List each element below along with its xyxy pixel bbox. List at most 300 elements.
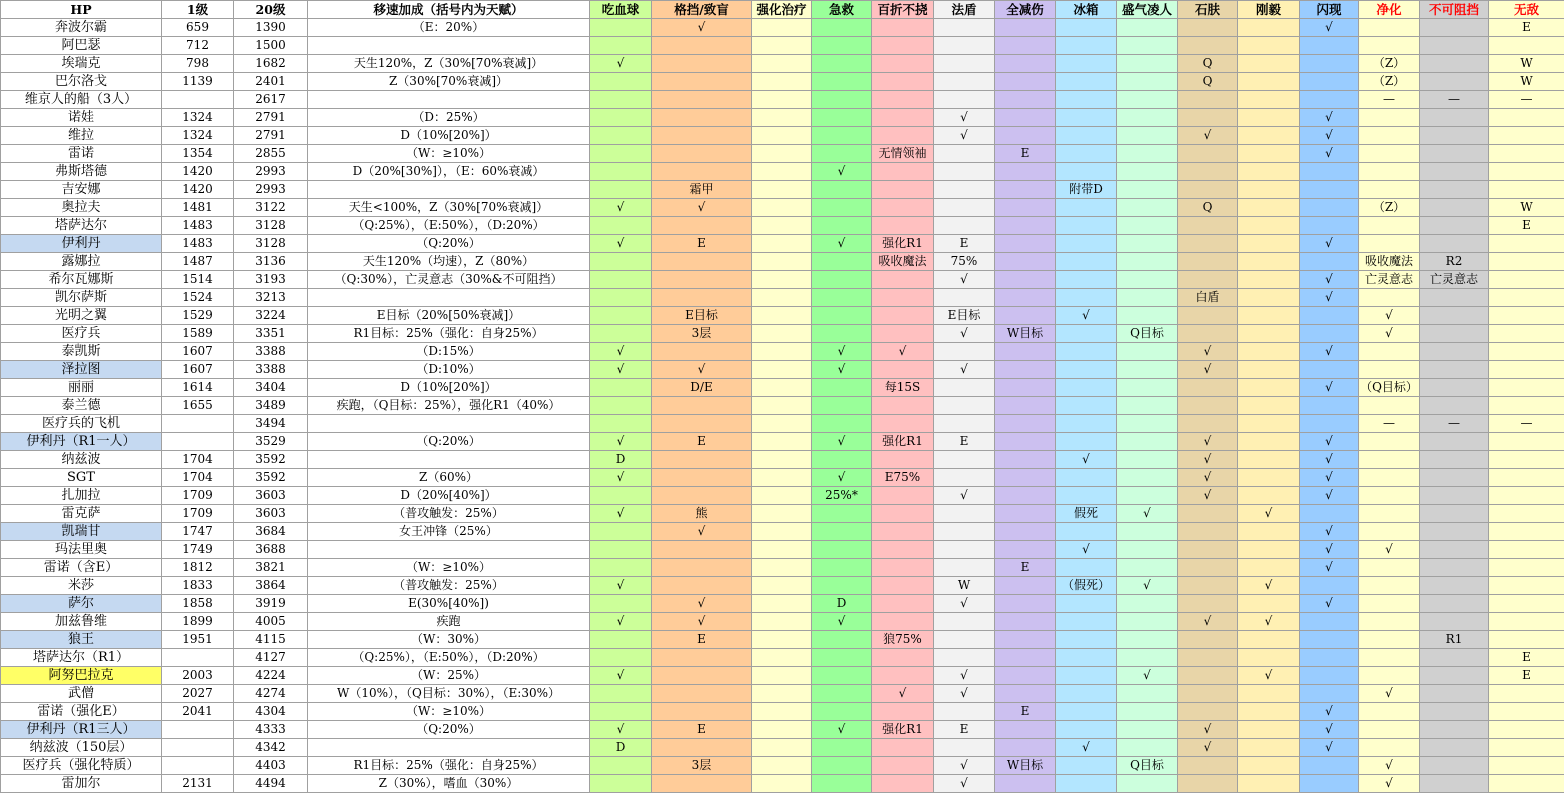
table-cell[interactable] — [812, 649, 872, 667]
table-cell[interactable] — [1056, 613, 1117, 631]
hero-name-cell[interactable]: 狼王 — [1, 631, 162, 649]
table-cell[interactable] — [1420, 37, 1489, 55]
table-cell[interactable]: √ — [652, 199, 752, 217]
table-cell[interactable] — [1238, 559, 1300, 577]
table-cell[interactable] — [1117, 145, 1178, 163]
table-cell[interactable] — [1056, 703, 1117, 721]
table-cell[interactable] — [1300, 199, 1359, 217]
table-cell[interactable]: D（10%[20%]） — [308, 379, 590, 397]
table-cell[interactable] — [995, 235, 1056, 253]
table-cell[interactable] — [1420, 595, 1489, 613]
table-cell[interactable] — [1117, 703, 1178, 721]
table-cell[interactable] — [1056, 55, 1117, 73]
table-cell[interactable]: W（10%），（Q目标：30%），（E:30%） — [308, 685, 590, 703]
table-cell[interactable]: E — [1489, 667, 1564, 685]
table-cell[interactable] — [934, 289, 995, 307]
table-cell[interactable] — [1489, 343, 1564, 361]
table-cell[interactable] — [934, 613, 995, 631]
table-cell[interactable]: 2993 — [234, 181, 308, 199]
table-cell[interactable]: 1324 — [162, 127, 234, 145]
table-cell[interactable] — [995, 19, 1056, 37]
table-cell[interactable]: E — [652, 631, 752, 649]
table-cell[interactable]: √ — [1300, 145, 1359, 163]
table-cell[interactable]: √ — [590, 199, 652, 217]
table-cell[interactable]: （Q目标） — [1359, 379, 1420, 397]
hero-name-cell[interactable]: 医疗兵 — [1, 325, 162, 343]
table-cell[interactable] — [1117, 685, 1178, 703]
table-cell[interactable] — [1359, 109, 1420, 127]
table-cell[interactable] — [1489, 397, 1564, 415]
table-cell[interactable]: √ — [1300, 721, 1359, 739]
table-cell[interactable] — [652, 127, 752, 145]
table-cell[interactable]: Z（30%[70%衰减]） — [308, 73, 590, 91]
table-cell[interactable] — [1178, 307, 1238, 325]
table-cell[interactable] — [934, 181, 995, 199]
table-cell[interactable] — [934, 451, 995, 469]
table-cell[interactable] — [1056, 91, 1117, 109]
table-cell[interactable] — [1117, 91, 1178, 109]
table-cell[interactable] — [1489, 145, 1564, 163]
table-cell[interactable] — [872, 541, 934, 559]
table-cell[interactable] — [872, 667, 934, 685]
table-cell[interactable]: √ — [1178, 739, 1238, 757]
table-cell[interactable] — [752, 739, 812, 757]
table-cell[interactable]: √ — [1300, 469, 1359, 487]
table-cell[interactable] — [812, 775, 872, 793]
table-cell[interactable]: √ — [1300, 379, 1359, 397]
table-cell[interactable] — [1238, 163, 1300, 181]
table-cell[interactable] — [1238, 307, 1300, 325]
table-cell[interactable] — [872, 325, 934, 343]
table-cell[interactable] — [162, 433, 234, 451]
table-cell[interactable]: E — [1489, 217, 1564, 235]
table-cell[interactable]: 1487 — [162, 253, 234, 271]
table-cell[interactable]: Q目标 — [1117, 325, 1178, 343]
table-cell[interactable] — [1117, 739, 1178, 757]
column-header[interactable]: 百折不挠 — [872, 1, 934, 19]
table-cell[interactable] — [872, 487, 934, 505]
hero-name-cell[interactable]: 凯瑞甘 — [1, 523, 162, 541]
table-cell[interactable]: 天生<100%，Z（30%[70%衰减]） — [308, 199, 590, 217]
table-cell[interactable] — [1238, 181, 1300, 199]
table-cell[interactable] — [1056, 757, 1117, 775]
table-cell[interactable] — [995, 415, 1056, 433]
hero-name-cell[interactable]: 诺娃 — [1, 109, 162, 127]
table-cell[interactable] — [1420, 739, 1489, 757]
table-cell[interactable] — [872, 649, 934, 667]
table-cell[interactable]: 1139 — [162, 73, 234, 91]
table-cell[interactable]: 1899 — [162, 613, 234, 631]
table-cell[interactable] — [1117, 253, 1178, 271]
table-cell[interactable] — [162, 739, 234, 757]
table-cell[interactable]: E目标 — [934, 307, 995, 325]
table-cell[interactable] — [1117, 469, 1178, 487]
table-cell[interactable] — [872, 37, 934, 55]
table-cell[interactable] — [1238, 631, 1300, 649]
table-cell[interactable]: √ — [934, 325, 995, 343]
table-cell[interactable] — [812, 37, 872, 55]
table-cell[interactable] — [995, 595, 1056, 613]
table-cell[interactable] — [1489, 433, 1564, 451]
table-cell[interactable] — [1359, 721, 1420, 739]
table-cell[interactable] — [590, 145, 652, 163]
hero-name-cell[interactable]: 维拉 — [1, 127, 162, 145]
table-cell[interactable] — [1056, 163, 1117, 181]
table-cell[interactable]: 3351 — [234, 325, 308, 343]
table-cell[interactable] — [1420, 199, 1489, 217]
table-cell[interactable]: √ — [590, 55, 652, 73]
table-cell[interactable]: √ — [652, 595, 752, 613]
table-cell[interactable] — [1056, 379, 1117, 397]
table-cell[interactable] — [1117, 199, 1178, 217]
table-cell[interactable] — [1300, 37, 1359, 55]
table-cell[interactable]: 3404 — [234, 379, 308, 397]
table-cell[interactable] — [1420, 217, 1489, 235]
table-cell[interactable] — [1117, 343, 1178, 361]
table-cell[interactable]: （普攻触发：25%） — [308, 577, 590, 595]
table-cell[interactable]: 2993 — [234, 163, 308, 181]
table-cell[interactable]: √ — [590, 577, 652, 595]
table-cell[interactable] — [1056, 19, 1117, 37]
table-cell[interactable] — [872, 271, 934, 289]
table-cell[interactable] — [752, 217, 812, 235]
table-cell[interactable]: （E：20%） — [308, 19, 590, 37]
table-cell[interactable]: √ — [812, 343, 872, 361]
table-cell[interactable] — [752, 667, 812, 685]
table-cell[interactable]: √ — [812, 469, 872, 487]
table-cell[interactable]: W — [934, 577, 995, 595]
table-cell[interactable] — [590, 271, 652, 289]
table-cell[interactable] — [1178, 37, 1238, 55]
table-cell[interactable]: D/E — [652, 379, 752, 397]
table-cell[interactable]: 强化R1 — [872, 235, 934, 253]
table-cell[interactable] — [812, 505, 872, 523]
table-cell[interactable]: √ — [934, 757, 995, 775]
table-cell[interactable] — [1359, 37, 1420, 55]
table-cell[interactable] — [752, 685, 812, 703]
table-cell[interactable] — [652, 73, 752, 91]
table-cell[interactable]: 3592 — [234, 469, 308, 487]
table-cell[interactable]: E — [1489, 19, 1564, 37]
table-cell[interactable] — [1117, 127, 1178, 145]
table-cell[interactable] — [1300, 91, 1359, 109]
table-cell[interactable]: E — [995, 703, 1056, 721]
table-cell[interactable] — [1489, 613, 1564, 631]
table-cell[interactable] — [1056, 559, 1117, 577]
table-cell[interactable] — [1300, 325, 1359, 343]
table-cell[interactable] — [1489, 37, 1564, 55]
table-cell[interactable] — [1489, 289, 1564, 307]
table-cell[interactable] — [872, 775, 934, 793]
table-cell[interactable]: 3128 — [234, 235, 308, 253]
table-cell[interactable]: √ — [934, 127, 995, 145]
table-cell[interactable]: √ — [1300, 739, 1359, 757]
table-cell[interactable]: 3684 — [234, 523, 308, 541]
table-cell[interactable] — [934, 217, 995, 235]
table-cell[interactable]: R1目标：25%（强化：自身25%） — [308, 757, 590, 775]
table-cell[interactable] — [872, 289, 934, 307]
table-cell[interactable] — [1056, 667, 1117, 685]
hero-name-cell[interactable]: 丽丽 — [1, 379, 162, 397]
table-cell[interactable] — [1117, 523, 1178, 541]
table-cell[interactable] — [1359, 127, 1420, 145]
table-cell[interactable]: 1529 — [162, 307, 234, 325]
table-cell[interactable]: 25%* — [812, 487, 872, 505]
table-cell[interactable] — [590, 163, 652, 181]
table-cell[interactable] — [995, 577, 1056, 595]
table-cell[interactable] — [1359, 343, 1420, 361]
table-cell[interactable] — [1489, 127, 1564, 145]
table-cell[interactable]: 2027 — [162, 685, 234, 703]
table-cell[interactable] — [934, 541, 995, 559]
table-cell[interactable] — [1489, 307, 1564, 325]
column-header[interactable]: 法盾 — [934, 1, 995, 19]
table-cell[interactable] — [1056, 361, 1117, 379]
table-cell[interactable]: 4494 — [234, 775, 308, 793]
table-cell[interactable]: E — [934, 721, 995, 739]
table-cell[interactable] — [1056, 721, 1117, 739]
table-cell[interactable]: √ — [590, 361, 652, 379]
table-cell[interactable]: Q — [1178, 73, 1238, 91]
table-cell[interactable] — [1489, 757, 1564, 775]
table-cell[interactable]: 1858 — [162, 595, 234, 613]
table-cell[interactable]: 4403 — [234, 757, 308, 775]
table-cell[interactable] — [1056, 397, 1117, 415]
table-cell[interactable] — [1056, 37, 1117, 55]
table-cell[interactable]: 每15S — [872, 379, 934, 397]
table-cell[interactable] — [812, 145, 872, 163]
table-cell[interactable]: W — [1489, 199, 1564, 217]
hero-name-cell[interactable]: SGT — [1, 469, 162, 487]
hero-name-cell[interactable]: 巴尔洛戈 — [1, 73, 162, 91]
table-cell[interactable] — [872, 595, 934, 613]
table-cell[interactable] — [995, 217, 1056, 235]
table-cell[interactable] — [1238, 253, 1300, 271]
table-cell[interactable] — [812, 667, 872, 685]
table-cell[interactable] — [590, 649, 652, 667]
table-cell[interactable]: √ — [590, 721, 652, 739]
table-cell[interactable]: — — [1489, 91, 1564, 109]
table-cell[interactable] — [1489, 577, 1564, 595]
table-cell[interactable] — [1420, 487, 1489, 505]
table-cell[interactable] — [752, 631, 812, 649]
table-cell[interactable]: （假死） — [1056, 577, 1117, 595]
table-cell[interactable]: √ — [1178, 433, 1238, 451]
table-cell[interactable]: （Q:25%），（E:50%），（D:20%） — [308, 649, 590, 667]
table-cell[interactable] — [1056, 127, 1117, 145]
table-cell[interactable]: 3603 — [234, 487, 308, 505]
table-cell[interactable] — [872, 739, 934, 757]
table-cell[interactable]: 4115 — [234, 631, 308, 649]
table-cell[interactable] — [934, 19, 995, 37]
table-cell[interactable]: √ — [1056, 541, 1117, 559]
table-cell[interactable] — [1489, 379, 1564, 397]
table-cell[interactable]: D（10%[20%]） — [308, 127, 590, 145]
table-cell[interactable] — [995, 397, 1056, 415]
table-cell[interactable] — [1238, 37, 1300, 55]
table-cell[interactable]: E(30%[40%]) — [308, 595, 590, 613]
table-cell[interactable]: Z（30%），嗜血（30%） — [308, 775, 590, 793]
table-cell[interactable] — [934, 37, 995, 55]
table-cell[interactable] — [162, 757, 234, 775]
table-cell[interactable]: √ — [1300, 451, 1359, 469]
table-cell[interactable]: 4005 — [234, 613, 308, 631]
table-cell[interactable] — [590, 595, 652, 613]
table-cell[interactable]: （W：≥10%） — [308, 559, 590, 577]
table-cell[interactable] — [652, 415, 752, 433]
table-cell[interactable] — [1420, 469, 1489, 487]
hero-name-cell[interactable]: 伊利丹 — [1, 235, 162, 253]
table-cell[interactable] — [1489, 559, 1564, 577]
table-cell[interactable]: √ — [1178, 613, 1238, 631]
table-cell[interactable]: 1500 — [234, 37, 308, 55]
table-cell[interactable] — [652, 487, 752, 505]
table-cell[interactable] — [995, 739, 1056, 757]
table-cell[interactable] — [1238, 685, 1300, 703]
table-cell[interactable] — [590, 91, 652, 109]
table-cell[interactable] — [1489, 595, 1564, 613]
table-cell[interactable] — [1056, 145, 1117, 163]
table-cell[interactable] — [752, 541, 812, 559]
table-cell[interactable] — [162, 91, 234, 109]
table-cell[interactable] — [812, 451, 872, 469]
table-cell[interactable]: 强化R1 — [872, 721, 934, 739]
table-cell[interactable] — [995, 271, 1056, 289]
table-cell[interactable] — [1420, 397, 1489, 415]
table-cell[interactable]: √ — [934, 109, 995, 127]
table-cell[interactable] — [652, 685, 752, 703]
table-cell[interactable] — [872, 613, 934, 631]
table-cell[interactable]: 3529 — [234, 433, 308, 451]
table-cell[interactable] — [1489, 469, 1564, 487]
table-cell[interactable] — [590, 325, 652, 343]
table-cell[interactable] — [1420, 721, 1489, 739]
table-cell[interactable] — [1056, 289, 1117, 307]
column-header[interactable]: 强化治疗 — [752, 1, 812, 19]
table-cell[interactable] — [1056, 109, 1117, 127]
table-cell[interactable] — [1420, 433, 1489, 451]
table-cell[interactable] — [1359, 703, 1420, 721]
table-cell[interactable] — [812, 73, 872, 91]
table-cell[interactable]: — — [1489, 415, 1564, 433]
table-cell[interactable]: 1833 — [162, 577, 234, 595]
table-cell[interactable] — [1178, 631, 1238, 649]
table-cell[interactable]: √ — [1300, 109, 1359, 127]
table-cell[interactable] — [872, 307, 934, 325]
table-cell[interactable] — [872, 73, 934, 91]
table-cell[interactable] — [1117, 613, 1178, 631]
table-cell[interactable]: Q目标 — [1117, 757, 1178, 775]
hero-name-cell[interactable]: 希尔瓦娜斯 — [1, 271, 162, 289]
table-cell[interactable] — [752, 19, 812, 37]
table-cell[interactable] — [1238, 649, 1300, 667]
table-cell[interactable] — [1300, 307, 1359, 325]
table-cell[interactable] — [1238, 217, 1300, 235]
table-cell[interactable] — [1178, 163, 1238, 181]
table-cell[interactable] — [934, 415, 995, 433]
table-cell[interactable]: 附带D — [1056, 181, 1117, 199]
table-cell[interactable]: √ — [1300, 127, 1359, 145]
hero-name-cell[interactable]: 纳兹波（150层） — [1, 739, 162, 757]
table-cell[interactable]: 吸收魔法 — [1359, 253, 1420, 271]
table-cell[interactable]: 3224 — [234, 307, 308, 325]
table-cell[interactable] — [1056, 343, 1117, 361]
table-cell[interactable] — [1300, 217, 1359, 235]
table-cell[interactable] — [1056, 217, 1117, 235]
table-cell[interactable]: 2401 — [234, 73, 308, 91]
hero-name-cell[interactable]: 米莎 — [1, 577, 162, 595]
table-cell[interactable] — [1420, 757, 1489, 775]
table-cell[interactable] — [1359, 631, 1420, 649]
table-cell[interactable] — [752, 559, 812, 577]
table-cell[interactable] — [1117, 217, 1178, 235]
table-cell[interactable]: √ — [1117, 577, 1178, 595]
table-cell[interactable] — [1238, 73, 1300, 91]
table-cell[interactable] — [995, 253, 1056, 271]
table-cell[interactable] — [1359, 487, 1420, 505]
table-cell[interactable] — [812, 127, 872, 145]
table-cell[interactable] — [872, 703, 934, 721]
table-cell[interactable]: （Z） — [1359, 73, 1420, 91]
table-cell[interactable] — [652, 271, 752, 289]
table-cell[interactable]: √ — [934, 487, 995, 505]
table-cell[interactable] — [1178, 649, 1238, 667]
table-cell[interactable] — [1238, 343, 1300, 361]
table-cell[interactable] — [308, 451, 590, 469]
table-cell[interactable] — [1420, 235, 1489, 253]
table-cell[interactable] — [1300, 163, 1359, 181]
table-cell[interactable] — [752, 271, 812, 289]
table-cell[interactable] — [1359, 163, 1420, 181]
table-cell[interactable] — [752, 91, 812, 109]
table-cell[interactable] — [652, 217, 752, 235]
table-cell[interactable]: 3821 — [234, 559, 308, 577]
table-cell[interactable] — [752, 451, 812, 469]
table-cell[interactable] — [1420, 523, 1489, 541]
table-cell[interactable] — [1359, 433, 1420, 451]
table-cell[interactable] — [1056, 199, 1117, 217]
table-cell[interactable]: √ — [1178, 343, 1238, 361]
table-cell[interactable] — [1420, 649, 1489, 667]
table-cell[interactable]: √ — [1178, 127, 1238, 145]
hero-name-cell[interactable]: 阿巴瑟 — [1, 37, 162, 55]
table-cell[interactable]: Q — [1178, 199, 1238, 217]
table-cell[interactable] — [308, 289, 590, 307]
table-cell[interactable]: 1709 — [162, 487, 234, 505]
table-cell[interactable]: E — [995, 559, 1056, 577]
hero-name-cell[interactable]: 医疗兵的飞机 — [1, 415, 162, 433]
table-cell[interactable]: E — [934, 433, 995, 451]
table-cell[interactable] — [1300, 361, 1359, 379]
table-cell[interactable]: √ — [590, 235, 652, 253]
table-cell[interactable] — [752, 307, 812, 325]
table-cell[interactable]: 3层 — [652, 757, 752, 775]
table-cell[interactable] — [1489, 631, 1564, 649]
table-cell[interactable] — [995, 523, 1056, 541]
table-cell[interactable] — [1178, 217, 1238, 235]
table-cell[interactable]: 1607 — [162, 343, 234, 361]
table-cell[interactable]: 3388 — [234, 361, 308, 379]
table-cell[interactable] — [652, 649, 752, 667]
table-cell[interactable] — [590, 559, 652, 577]
table-cell[interactable] — [872, 181, 934, 199]
table-cell[interactable]: 3919 — [234, 595, 308, 613]
table-cell[interactable] — [1117, 181, 1178, 199]
hero-name-cell[interactable]: 塔萨达尔 — [1, 217, 162, 235]
table-cell[interactable]: √ — [652, 361, 752, 379]
hero-name-cell[interactable]: 吉安娜 — [1, 181, 162, 199]
table-cell[interactable] — [995, 505, 1056, 523]
